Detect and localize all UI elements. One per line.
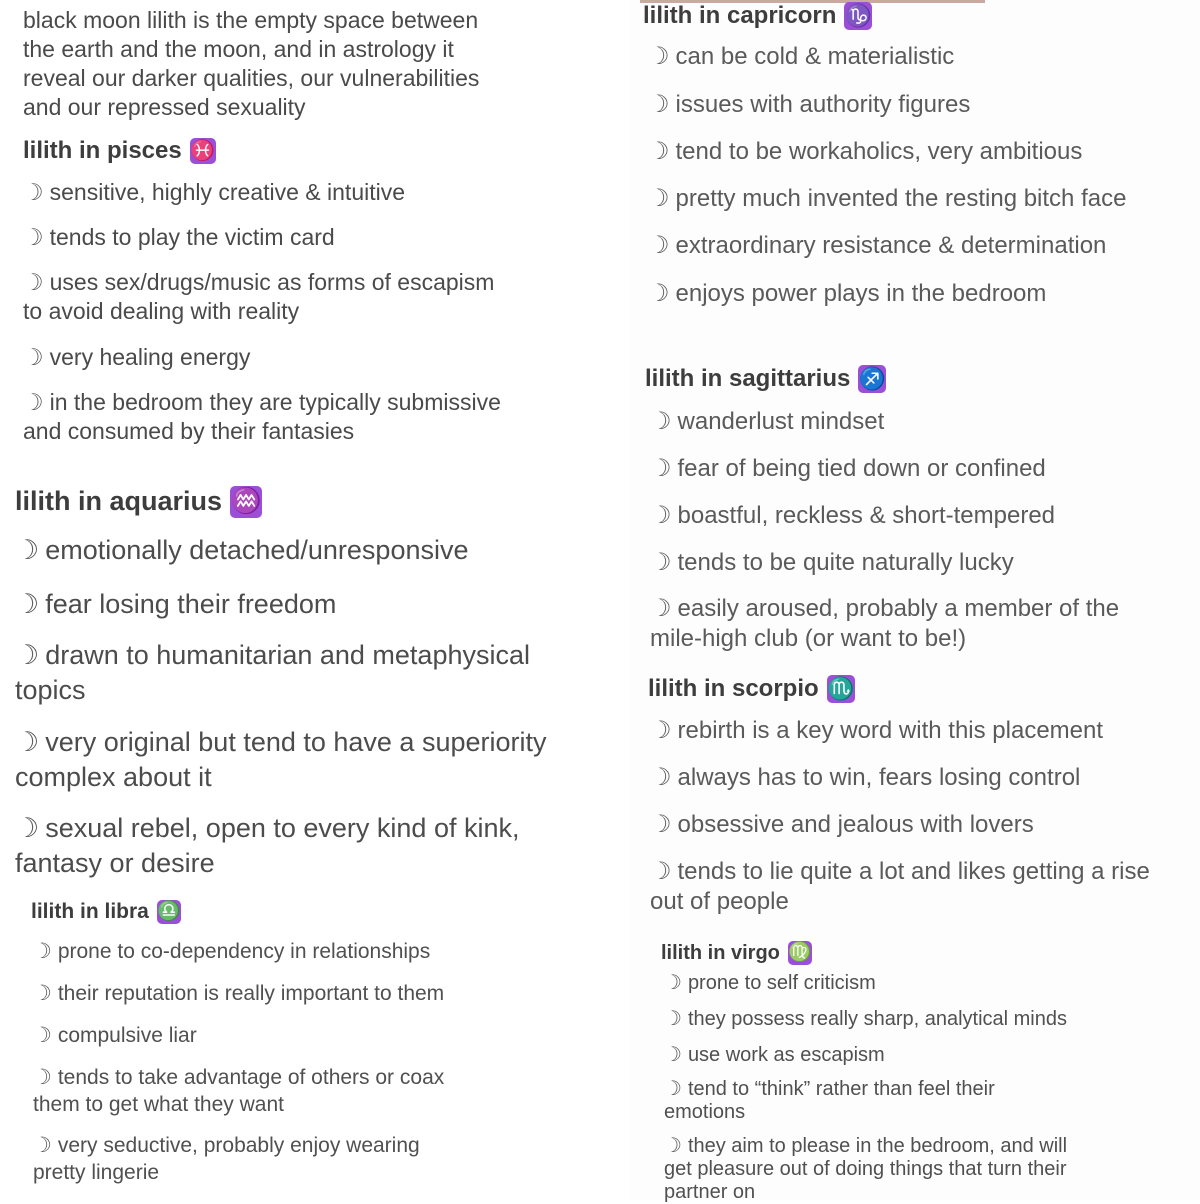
heading-virgo bbox=[661, 939, 812, 967]
list-item-line bbox=[15, 760, 547, 795]
list-item-line bbox=[23, 388, 501, 417]
crescent-moon-icon: ☽ bbox=[664, 1135, 682, 1157]
list-item-line bbox=[650, 716, 1103, 746]
list-item bbox=[648, 90, 970, 120]
heading-aquarius bbox=[15, 484, 262, 519]
list-item-text: wanderlust mindset bbox=[677, 408, 885, 435]
crescent-moon-icon: ☽ bbox=[23, 269, 44, 295]
heading-capricorn bbox=[643, 0, 872, 32]
list-item-line bbox=[664, 1044, 885, 1067]
list-item bbox=[650, 763, 1080, 793]
section-title: lilith in sagittarius bbox=[645, 365, 851, 392]
list-item-text: tends to be quite naturally lucky bbox=[677, 549, 1014, 576]
list-item-text: fantasy or desire bbox=[15, 848, 215, 878]
list-item-text: use work as escapism bbox=[687, 1044, 885, 1066]
list-item-text: tend to be workaholics, very ambitious bbox=[675, 138, 1083, 165]
list-item-text: sexual rebel, open to every kind of kink, bbox=[45, 813, 520, 843]
list-item-line bbox=[23, 268, 494, 297]
intro-line: the earth and the moon, and in astrology it bbox=[23, 36, 454, 62]
list-item bbox=[33, 938, 430, 965]
crescent-moon-icon: ☽ bbox=[648, 280, 670, 307]
list-item-text: prone to self criticism bbox=[687, 972, 876, 994]
crescent-moon-icon: ☽ bbox=[650, 764, 672, 791]
list-item-line bbox=[23, 223, 335, 252]
list-item-text: them to get what they want bbox=[33, 1093, 284, 1116]
crescent-moon-icon: ☽ bbox=[23, 389, 44, 415]
crescent-moon-icon: ☽ bbox=[650, 408, 672, 435]
list-item-text: fear of being tied down or confined bbox=[677, 455, 1046, 482]
list-item-text: pretty lingerie bbox=[33, 1161, 160, 1184]
column-divider bbox=[614, 0, 626, 1200]
crescent-moon-icon: ☽ bbox=[664, 1044, 682, 1066]
crescent-moon-icon: ☽ bbox=[23, 179, 44, 205]
crescent-moon-icon: ☽ bbox=[650, 717, 672, 744]
crescent-moon-icon: ☽ bbox=[15, 589, 40, 619]
heading-pisces bbox=[23, 135, 216, 167]
list-item-text: drawn to humanitarian and metaphysical bbox=[45, 640, 530, 670]
crescent-moon-icon: ☽ bbox=[650, 811, 672, 838]
list-item bbox=[33, 1064, 444, 1118]
list-item-text: in the bedroom they are typically submissive bbox=[49, 389, 501, 415]
list-item-text: very healing energy bbox=[49, 344, 251, 370]
crescent-moon-icon: ☽ bbox=[15, 727, 40, 757]
sagittarius-zodiac-icon: ♐ bbox=[858, 366, 887, 391]
section-title: lilith in libra bbox=[31, 900, 149, 923]
list-item bbox=[664, 1078, 995, 1124]
list-item-line bbox=[648, 279, 1046, 309]
list-item-line bbox=[664, 1078, 995, 1101]
list-item-text: they possess really sharp, analytical minds bbox=[687, 1008, 1067, 1030]
list-item bbox=[648, 231, 1106, 261]
crescent-moon-icon: ☽ bbox=[664, 972, 682, 994]
list-item bbox=[15, 638, 530, 708]
list-item-line bbox=[33, 1091, 444, 1118]
libra-zodiac-icon: ♎ bbox=[157, 901, 181, 922]
list-item-line bbox=[650, 548, 1014, 578]
heading-libra bbox=[31, 897, 181, 926]
list-item-line bbox=[33, 980, 444, 1007]
list-item-text: compulsive liar bbox=[57, 1024, 197, 1047]
list-item bbox=[23, 223, 335, 252]
list-item-line bbox=[648, 231, 1106, 261]
list-item-text: to avoid dealing with reality bbox=[23, 298, 300, 324]
list-item-line bbox=[650, 407, 884, 437]
list-item-line bbox=[33, 1159, 420, 1186]
list-item-line bbox=[664, 972, 876, 995]
list-item bbox=[33, 1132, 420, 1186]
list-item-text: easily aroused, probably a member of the bbox=[677, 595, 1120, 622]
list-item-line bbox=[650, 887, 1150, 917]
list-item bbox=[15, 811, 520, 881]
list-item-line bbox=[650, 454, 1046, 484]
crescent-moon-icon: ☽ bbox=[650, 595, 672, 622]
list-item-line bbox=[650, 501, 1055, 531]
list-item bbox=[664, 972, 876, 995]
list-item-line bbox=[23, 178, 405, 207]
intro-paragraph bbox=[23, 6, 479, 122]
list-item bbox=[650, 810, 1034, 840]
list-item bbox=[15, 725, 547, 795]
list-item-line bbox=[15, 673, 530, 708]
heading-scorpio bbox=[648, 673, 855, 705]
section-title: lilith in scorpio bbox=[648, 675, 819, 702]
list-item bbox=[23, 343, 250, 372]
list-item-line bbox=[664, 1008, 1067, 1031]
list-item-text: and consumed by their fantasies bbox=[23, 418, 355, 444]
crescent-moon-icon: ☽ bbox=[33, 982, 52, 1005]
list-item-line bbox=[15, 638, 530, 673]
list-item-text: pretty much invented the resting bitch face bbox=[675, 185, 1127, 212]
list-item-text: their reputation is really important to them bbox=[57, 982, 445, 1005]
list-item-text: mile-high club (or want to be!) bbox=[650, 625, 967, 652]
list-item bbox=[650, 454, 1046, 484]
list-item-text: topics bbox=[15, 675, 86, 705]
virgo-zodiac-icon: ♍ bbox=[788, 942, 812, 963]
list-item bbox=[664, 1044, 885, 1067]
list-item-line bbox=[664, 1135, 1067, 1158]
list-item-text: sensitive, highly creative & intuitive bbox=[49, 179, 406, 205]
intro-line: reveal our darker qualities, our vulnerabilities bbox=[23, 65, 480, 91]
list-item bbox=[648, 137, 1082, 167]
list-item-text: tend to “think” rather than feel their bbox=[687, 1078, 995, 1100]
list-item-text: fear losing their freedom bbox=[45, 589, 337, 619]
list-item bbox=[15, 533, 469, 568]
list-item-text: boastful, reckless & short-tempered bbox=[677, 502, 1056, 529]
list-item-text: very seductive, probably enjoy wearing bbox=[57, 1134, 420, 1157]
crescent-moon-icon: ☽ bbox=[33, 1024, 52, 1047]
list-item-line bbox=[648, 90, 970, 120]
list-item-text: issues with authority figures bbox=[675, 91, 971, 118]
list-item-text: they aim to please in the bedroom, and will bbox=[687, 1135, 1068, 1157]
list-item-text: partner on bbox=[664, 1181, 756, 1203]
list-item-text: can be cold & materialistic bbox=[675, 43, 955, 70]
list-item-text: tends to take advantage of others or coax bbox=[57, 1066, 445, 1089]
crescent-moon-icon: ☽ bbox=[23, 224, 44, 250]
crescent-moon-icon: ☽ bbox=[648, 91, 670, 118]
list-item bbox=[664, 1135, 1067, 1204]
list-item-text: very original but tend to have a superiority bbox=[45, 727, 547, 757]
capricorn-zodiac-icon: ♑ bbox=[844, 3, 873, 28]
list-item bbox=[650, 548, 1014, 578]
crescent-moon-icon: ☽ bbox=[648, 232, 670, 259]
list-item-text: complex about it bbox=[15, 762, 212, 792]
section-title: lilith in pisces bbox=[23, 137, 182, 164]
list-item-line bbox=[648, 184, 1126, 214]
crescent-moon-icon: ☽ bbox=[650, 502, 672, 529]
list-item-line bbox=[650, 624, 1119, 654]
intro-line: black moon lilith is the empty space between bbox=[23, 7, 479, 33]
crescent-moon-icon: ☽ bbox=[664, 1008, 682, 1030]
list-item-line bbox=[15, 725, 547, 760]
list-item-line bbox=[650, 857, 1150, 887]
crescent-moon-icon: ☽ bbox=[650, 549, 672, 576]
list-item-text: out of people bbox=[650, 888, 789, 915]
crescent-moon-icon: ☽ bbox=[650, 858, 672, 885]
list-item-text: prone to co-dependency in relationships bbox=[57, 940, 431, 963]
list-item bbox=[648, 279, 1046, 309]
section-title: lilith in virgo bbox=[661, 942, 780, 964]
aquarius-zodiac-icon: ♒ bbox=[230, 486, 262, 518]
list-item bbox=[23, 268, 494, 326]
list-item-line bbox=[664, 1101, 995, 1124]
list-item-line bbox=[15, 587, 336, 622]
list-item-line bbox=[33, 1064, 444, 1091]
crescent-moon-icon: ☽ bbox=[648, 43, 670, 70]
list-item-text: extraordinary resistance & determination bbox=[675, 232, 1107, 259]
list-item-text: tends to lie quite a lot and likes getting a rise bbox=[677, 858, 1150, 885]
crescent-moon-icon: ☽ bbox=[23, 344, 44, 370]
list-item-text: enjoys power plays in the bedroom bbox=[675, 280, 1047, 307]
list-item-text: uses sex/drugs/music as forms of escapism bbox=[49, 269, 495, 295]
crescent-moon-icon: ☽ bbox=[33, 1066, 52, 1089]
crescent-moon-icon: ☽ bbox=[15, 813, 40, 843]
pisces-zodiac-icon: ♓ bbox=[190, 140, 216, 162]
list-item bbox=[15, 587, 336, 622]
list-item-line bbox=[15, 533, 469, 568]
list-item-line bbox=[23, 297, 494, 326]
list-item-line bbox=[15, 846, 520, 881]
list-item-line bbox=[23, 343, 250, 372]
crescent-moon-icon: ☽ bbox=[650, 455, 672, 482]
section-title: lilith in aquarius bbox=[15, 486, 223, 516]
list-item-text: always has to win, fears losing control bbox=[677, 764, 1081, 791]
list-item-line bbox=[15, 811, 520, 846]
list-item-line bbox=[650, 763, 1080, 793]
list-item-line bbox=[664, 1158, 1067, 1181]
list-item bbox=[650, 716, 1103, 746]
crescent-moon-icon: ☽ bbox=[15, 535, 40, 565]
list-item bbox=[650, 501, 1055, 531]
list-item-line bbox=[23, 417, 501, 446]
list-item bbox=[650, 407, 884, 437]
list-item bbox=[33, 1022, 197, 1049]
list-item-line bbox=[648, 42, 954, 72]
intro-line: and our repressed sexuality bbox=[23, 94, 306, 120]
scorpio-zodiac-icon: ♏ bbox=[826, 676, 855, 701]
list-item-line bbox=[648, 137, 1082, 167]
list-item-line bbox=[650, 810, 1034, 840]
list-item-line bbox=[664, 1181, 1067, 1204]
list-item-text: emotionally detached/unresponsive bbox=[45, 535, 469, 565]
list-item bbox=[648, 184, 1126, 214]
list-item bbox=[664, 1008, 1067, 1031]
crescent-moon-icon: ☽ bbox=[664, 1078, 682, 1100]
list-item-line bbox=[650, 594, 1119, 624]
list-item-text: obsessive and jealous with lovers bbox=[677, 811, 1034, 838]
list-item-line bbox=[33, 1132, 420, 1159]
list-item bbox=[650, 594, 1119, 654]
crescent-moon-icon: ☽ bbox=[33, 1134, 52, 1157]
list-item-text: emotions bbox=[664, 1101, 746, 1123]
crescent-moon-icon: ☽ bbox=[648, 138, 670, 165]
section-title: lilith in capricorn bbox=[643, 2, 837, 29]
crescent-moon-icon: ☽ bbox=[15, 640, 40, 670]
list-item-line bbox=[33, 938, 430, 965]
crescent-moon-icon: ☽ bbox=[33, 940, 52, 963]
list-item-text: get pleasure out of doing things that turn their bbox=[664, 1158, 1067, 1180]
list-item bbox=[33, 980, 444, 1007]
list-item-text: rebirth is a key word with this placement bbox=[677, 717, 1104, 744]
heading-sagittarius bbox=[645, 363, 886, 395]
list-item-text: tends to play the victim card bbox=[49, 224, 335, 250]
list-item-line bbox=[33, 1022, 197, 1049]
list-item bbox=[648, 42, 954, 72]
list-item bbox=[23, 388, 501, 446]
crescent-moon-icon: ☽ bbox=[648, 185, 670, 212]
list-item bbox=[23, 178, 405, 207]
list-item bbox=[650, 857, 1150, 917]
